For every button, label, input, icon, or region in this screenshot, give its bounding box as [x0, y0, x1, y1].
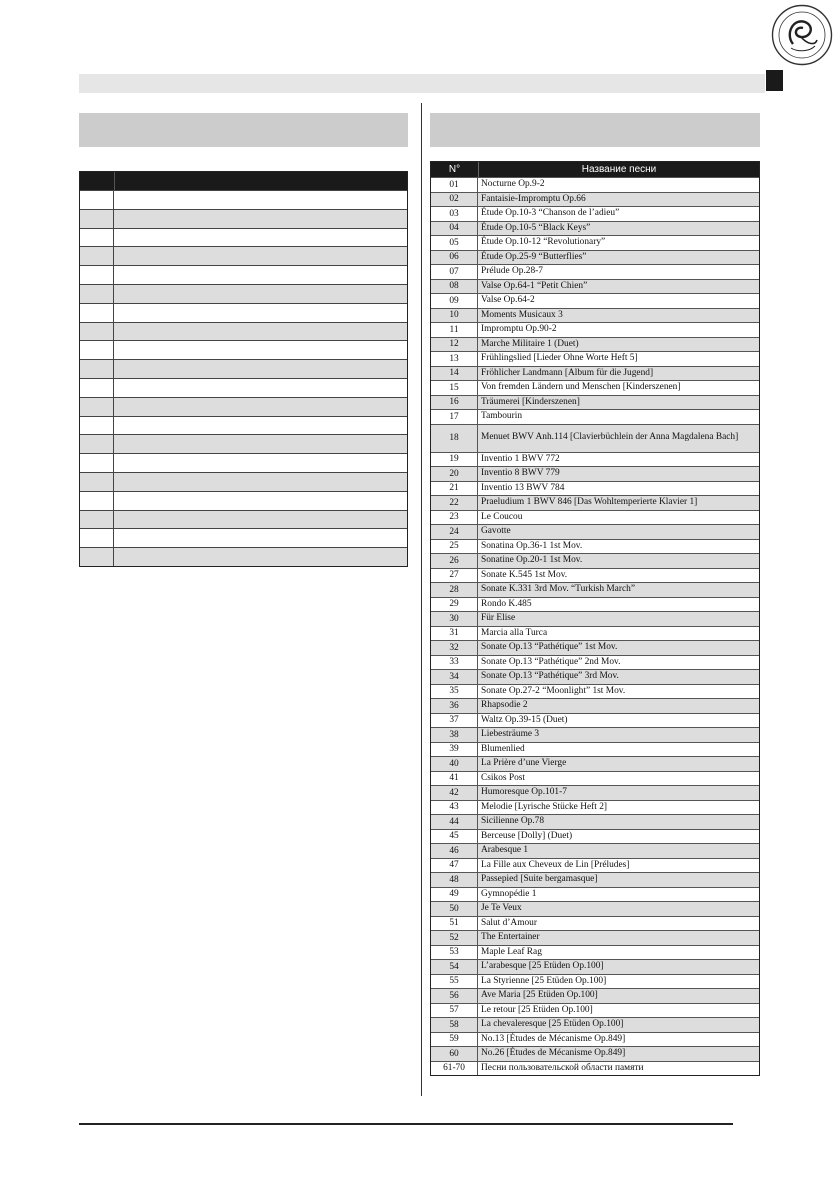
table-row [431, 858, 759, 873]
song-title: Le retour [25 Etüden Op.100] [481, 1004, 593, 1015]
song-title: La Fille aux Cheveux de Lin [Préludes] [481, 859, 630, 870]
table-row [431, 843, 759, 858]
row-name-cell [114, 229, 407, 247]
table-row [80, 416, 407, 435]
table-row [431, 814, 759, 829]
song-title: Tambourin [481, 411, 523, 421]
song-number: 38 [431, 728, 478, 742]
table-row [80, 491, 407, 510]
header-band [79, 74, 765, 93]
table-row [431, 930, 759, 945]
table-row [431, 1061, 759, 1076]
song-number: 11 [431, 323, 478, 337]
song-title: Rondo K.485 [481, 598, 532, 609]
song-title: Le Coucou [481, 511, 523, 522]
song-table-header [431, 162, 759, 177]
song-number: 02 [431, 193, 478, 207]
song-number: 51 [431, 917, 478, 931]
table-row [80, 265, 407, 284]
row-number-cell [80, 548, 114, 566]
column-divider [421, 103, 422, 1096]
row-name-cell [114, 379, 407, 397]
song-title: Inventio 1 BWV 772 [481, 453, 560, 464]
table-row [80, 528, 407, 547]
song-title: Sonate Op.27-2 “Moonlight” 1st Mov. [481, 685, 626, 696]
table-row [431, 409, 759, 424]
left-blank-table [79, 171, 408, 567]
song-list-table [430, 161, 760, 1076]
song-number: 41 [431, 772, 478, 786]
table-row [80, 510, 407, 529]
song-number: 21 [431, 482, 478, 496]
song-number: 57 [431, 1004, 478, 1018]
table-row [431, 293, 759, 308]
table-row [431, 308, 759, 323]
song-title: Inventio 13 BWV 784 [481, 482, 565, 493]
table-row [431, 988, 759, 1003]
header-number: N° [431, 162, 479, 177]
table-row [431, 264, 759, 279]
row-number-cell [80, 511, 114, 529]
song-title: La Prière d’une Vierge [481, 758, 567, 768]
table-row [431, 481, 759, 496]
row-name-cell [114, 323, 407, 341]
row-number-cell [80, 473, 114, 491]
song-title: The Entertainer [481, 932, 540, 942]
song-title: Salut d’Amour [481, 917, 537, 928]
row-name-cell [114, 417, 407, 435]
table-row [431, 1003, 759, 1018]
row-name-cell [114, 492, 407, 510]
song-number: 16 [431, 396, 478, 410]
song-title: Étude Op.25-9 “Butterflies” [481, 251, 587, 262]
song-title: Csikos Post [481, 772, 526, 783]
table-row [431, 901, 759, 916]
row-number-cell [80, 229, 114, 247]
song-number: 43 [431, 801, 478, 815]
song-title: Waltz Op.39-15 (Duet) [481, 714, 568, 725]
song-title: Impromptu Op.90-2 [481, 324, 557, 334]
song-title: Moments Musicaux 3 [481, 309, 563, 320]
song-number: 45 [431, 830, 478, 844]
song-title: Valse Op.64-1 “Petit Chien” [481, 280, 588, 291]
row-number-cell [80, 417, 114, 435]
song-number: 55 [431, 975, 478, 989]
table-row [80, 397, 407, 416]
song-number: 04 [431, 222, 478, 236]
row-number-cell [80, 379, 114, 397]
song-number: 14 [431, 367, 478, 381]
table-row [431, 640, 759, 655]
song-title: Sonatina Op.36-1 1st Mov. [481, 540, 583, 551]
song-number: 40 [431, 757, 478, 771]
song-number: 26 [431, 554, 478, 568]
song-title: Sicilienne Op.78 [481, 816, 545, 826]
table-row [431, 727, 759, 742]
table-row [431, 192, 759, 207]
table-row [431, 974, 759, 989]
table-row [431, 337, 759, 352]
song-title: Marche Militaire 1 (Duet) [481, 338, 579, 349]
row-name-cell [114, 473, 407, 491]
song-title: Liebesträume 3 [481, 729, 540, 739]
table-row [431, 611, 759, 626]
song-title: Für Elise [481, 613, 516, 623]
song-number: 18 [431, 425, 478, 452]
song-title: Von fremden Ländern und Menschen [Kinderszenen] [481, 382, 681, 392]
song-number: 15 [431, 381, 478, 395]
table-row [431, 466, 759, 481]
song-number: 30 [431, 612, 478, 626]
song-number: 53 [431, 946, 478, 960]
song-title: Praeludium 1 BWV 846 [Das Wohltemperierte Klavier 1] [481, 497, 698, 507]
header-song-title: Название песни [581, 164, 657, 175]
table-row [80, 228, 407, 247]
row-number-cell [80, 492, 114, 510]
table-row [431, 250, 759, 265]
footer-rule [79, 1123, 733, 1125]
song-number: 34 [431, 670, 478, 684]
table-row [431, 742, 759, 757]
song-number: 06 [431, 251, 478, 265]
song-title: Berceuse [Dolly] (Duet) [481, 830, 573, 841]
song-title: No.26 [Études de Mécanisme Op.849] [481, 1048, 626, 1058]
table-row [431, 945, 759, 960]
song-title: Étude Op.10-5 “Black Keys” [481, 222, 591, 233]
table-row [431, 771, 759, 786]
table-row [431, 959, 759, 974]
table-row [431, 713, 759, 728]
table-row [80, 453, 407, 472]
song-number: 29 [431, 598, 478, 612]
table-row [431, 684, 759, 699]
row-name-cell [114, 529, 407, 547]
song-title: Valse Op.64-2 [481, 295, 535, 305]
row-name-cell [114, 454, 407, 472]
row-number-cell [80, 360, 114, 378]
row-number-cell [80, 304, 114, 322]
table-row [431, 582, 759, 597]
song-title: Sonatine Op.20-1 1st Mov. [481, 555, 583, 565]
table-row [431, 887, 759, 902]
song-number: 10 [431, 309, 478, 323]
song-title: Étude Op.10-3 “Chanson de l’adieu” [481, 208, 620, 218]
song-title: Humoresque Op.101-7 [481, 787, 567, 797]
song-title: Sonate Op.13 “Pathétique” 2nd Mov. [481, 656, 621, 667]
row-number-cell [80, 341, 114, 359]
table-row [431, 1046, 759, 1061]
table-row [431, 800, 759, 815]
song-number: 13 [431, 352, 478, 366]
chapter-tab-marker [766, 70, 783, 91]
song-number: 09 [431, 294, 478, 308]
table-row [80, 472, 407, 491]
row-number-cell [80, 247, 114, 265]
song-number: 05 [431, 236, 478, 250]
row-name-cell [114, 285, 407, 303]
table-row [431, 221, 759, 236]
song-title: La Styrienne [25 Etüden Op.100] [481, 975, 607, 986]
table-row [431, 424, 759, 452]
table-row [80, 303, 407, 322]
table-row [431, 279, 759, 294]
song-title: Sonate K.545 1st Mov. [481, 569, 568, 580]
table-row [80, 209, 407, 228]
song-title: Träumerei [Kinderszenen] [481, 396, 580, 407]
song-title: Rhapsodie 2 [481, 700, 528, 710]
table-row [431, 916, 759, 931]
song-number: 39 [431, 743, 478, 757]
table-row [431, 452, 759, 467]
song-number: 31 [431, 627, 478, 641]
table-row [431, 510, 759, 525]
song-table-body [431, 177, 759, 1075]
row-number-cell [80, 266, 114, 284]
left-table-header [80, 172, 407, 190]
song-number: 52 [431, 931, 478, 945]
song-number: 50 [431, 902, 478, 916]
song-number: 46 [431, 844, 478, 858]
row-name-cell [114, 341, 407, 359]
table-row [431, 395, 759, 410]
song-number: 01 [431, 178, 478, 192]
row-number-cell [80, 435, 114, 453]
row-number-cell [80, 210, 114, 228]
row-number-cell [80, 529, 114, 547]
table-row [431, 380, 759, 395]
row-number-cell [80, 285, 114, 303]
song-title: Prélude Op.28-7 [481, 266, 543, 276]
song-title: La chevaleresque [25 Etüden Op.100] [481, 1019, 624, 1029]
table-row [431, 495, 759, 510]
table-row [431, 872, 759, 887]
table-row [431, 351, 759, 366]
row-name-cell [114, 191, 407, 209]
table-row [80, 434, 407, 453]
song-title: No.13 [Études de Mécanisme Op.849] [481, 1033, 626, 1044]
table-row [431, 553, 759, 568]
row-number-cell [80, 398, 114, 416]
row-name-cell [114, 360, 407, 378]
table-row [80, 547, 407, 566]
song-title: Gymnopédie 1 [481, 888, 537, 899]
song-title: Marcia alla Turca [481, 627, 548, 638]
song-number: 37 [431, 714, 478, 728]
table-row [80, 284, 407, 303]
song-title: Ave Maria [25 Etüden Op.100] [481, 990, 598, 1000]
table-row [431, 669, 759, 684]
table-row [431, 524, 759, 539]
table-row [80, 340, 407, 359]
song-title: Menuet BWV Anh.114 [Clavierbüchlein der Anna Magdalena Bach] [481, 432, 739, 443]
song-number: 58 [431, 1018, 478, 1032]
song-title: Blumenlied [481, 743, 525, 754]
song-number: 36 [431, 699, 478, 713]
table-row [80, 378, 407, 397]
table-row [431, 655, 759, 670]
right-section-heading-bar [430, 113, 760, 147]
row-name-cell [114, 511, 407, 529]
song-title: Arabesque 1 [481, 845, 529, 855]
table-row [80, 190, 407, 209]
song-title: Passepied [Suite bergamasque] [481, 874, 598, 884]
row-number-cell [80, 323, 114, 341]
row-name-cell [114, 398, 407, 416]
left-section-heading-bar [79, 113, 408, 147]
song-title: Fantaisie-Impromptu Op.66 [481, 193, 586, 204]
song-title: L’arabesque [25 Etüden Op.100] [481, 961, 604, 971]
row-name-cell [114, 435, 407, 453]
song-title: Melodie [Lyrische Stücke Heft 2] [481, 801, 608, 812]
song-number: 03 [431, 207, 478, 221]
song-number: 08 [431, 280, 478, 294]
row-name-cell [114, 304, 407, 322]
song-title: Gavotte [481, 526, 511, 536]
song-number: 44 [431, 815, 478, 829]
table-row [80, 359, 407, 378]
song-number: 59 [431, 1033, 478, 1047]
left-table-header-cell [80, 172, 115, 190]
song-number: 32 [431, 641, 478, 655]
table-row [431, 785, 759, 800]
song-number: 60 [431, 1047, 478, 1061]
table-row [431, 235, 759, 250]
song-number: 48 [431, 873, 478, 887]
song-number: 22 [431, 496, 478, 510]
song-number: 17 [431, 410, 478, 424]
song-number: 49 [431, 888, 478, 902]
song-number: 54 [431, 960, 478, 974]
row-name-cell [114, 266, 407, 284]
song-title: Frühlingslied [Lieder Ohne Worte Heft 5] [481, 353, 638, 363]
song-title: Sonate Op.13 “Pathétique” 1st Mov. [481, 642, 618, 652]
row-name-cell [114, 247, 407, 265]
song-title: Fröhlicher Landmann [Album für die Jugend] [481, 367, 654, 378]
song-number: 33 [431, 656, 478, 670]
song-number: 56 [431, 989, 478, 1003]
row-number-cell [80, 454, 114, 472]
row-name-cell [114, 210, 407, 228]
song-number: 28 [431, 583, 478, 597]
table-row [431, 206, 759, 221]
song-number: 07 [431, 265, 478, 279]
song-number: 19 [431, 453, 478, 467]
left-table-body [80, 190, 407, 566]
song-title: Sonate Op.13 “Pathétique” 3rd Mov. [481, 671, 619, 681]
row-name-cell [114, 548, 407, 566]
song-title: Nocturne Op.9-2 [481, 179, 545, 189]
table-row [431, 597, 759, 612]
table-row [80, 322, 407, 341]
song-title: Inventio 8 BWV 779 [481, 468, 560, 478]
table-row [431, 177, 759, 192]
table-row [431, 539, 759, 554]
song-number: 20 [431, 467, 478, 481]
song-title: Sonate K.331 3rd Mov. “Turkish March” [481, 584, 635, 594]
song-number: 24 [431, 525, 478, 539]
table-row [80, 246, 407, 265]
table-row [431, 1017, 759, 1032]
song-number: 23 [431, 511, 478, 525]
table-row [431, 322, 759, 337]
song-number: 27 [431, 569, 478, 583]
song-title: Je Te Veux [481, 903, 522, 913]
table-row [431, 756, 759, 771]
table-row [431, 829, 759, 844]
song-title: Étude Op.10-12 “Revolutionary” [481, 237, 606, 247]
song-number: 12 [431, 338, 478, 352]
song-title: Песни пользовательской области памяти [481, 1062, 644, 1073]
row-number-cell [80, 191, 114, 209]
song-number: 25 [431, 540, 478, 554]
table-row [431, 698, 759, 713]
song-title: Maple Leaf Rag [481, 946, 542, 957]
table-row [431, 1032, 759, 1047]
song-number: 35 [431, 685, 478, 699]
circular-seal-logo [771, 4, 833, 66]
table-row [431, 568, 759, 583]
song-number: 61-70 [431, 1062, 478, 1076]
song-number: 42 [431, 786, 478, 800]
song-number: 47 [431, 859, 478, 873]
table-row [431, 626, 759, 641]
table-row [431, 366, 759, 381]
